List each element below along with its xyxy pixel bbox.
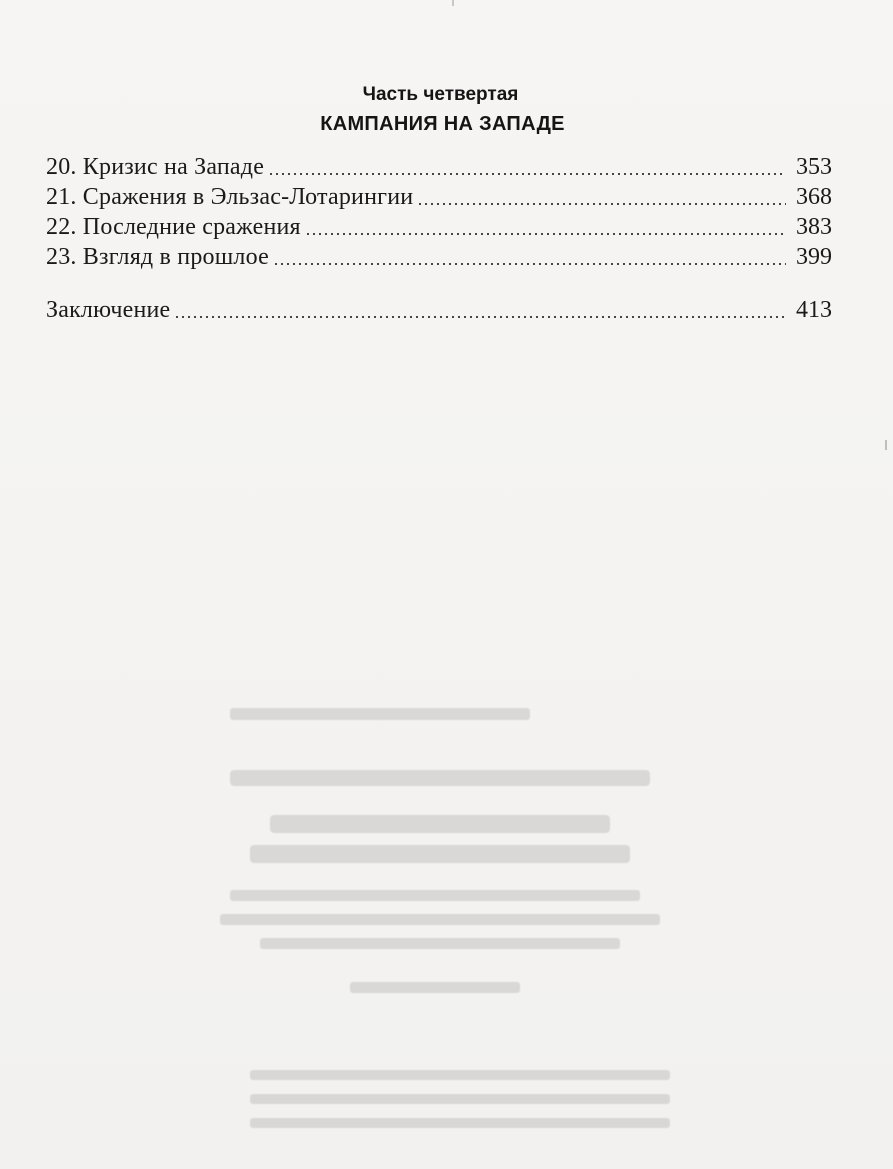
toc-page-number: 413	[796, 297, 832, 323]
toc-entry-21	[46, 182, 832, 212]
toc-page-number: 383	[796, 214, 832, 240]
table-of-contents	[46, 152, 832, 325]
toc-entry-label: 23. Взгляд в прошлое	[46, 244, 269, 270]
show-through-marks	[160, 690, 720, 1160]
toc-entry-conclusion	[46, 295, 832, 325]
part-title: КАМПАНИЯ НА ЗАПАДЕ	[320, 113, 565, 135]
toc-page-number: 399	[796, 244, 832, 270]
dot-leader	[305, 233, 786, 235]
toc-page-number: 353	[796, 154, 832, 180]
toc-entry-22	[46, 212, 832, 242]
toc-entry-label: 20. Кризис на Западе	[46, 154, 265, 180]
toc-page-number: 368	[796, 184, 832, 210]
dot-leader	[417, 203, 786, 205]
page-edge-mark	[885, 440, 887, 450]
toc-entry-23	[46, 242, 832, 272]
dot-leader	[174, 316, 786, 318]
toc-entry-label: Заключение	[46, 297, 171, 323]
page-mark	[452, 0, 454, 6]
toc-entry-20	[46, 152, 832, 182]
toc-entry-label: 22. Последние сражения	[46, 214, 301, 240]
show-through-shadow	[160, 690, 720, 1160]
dot-leader	[268, 173, 786, 175]
part-label: Часть четвертая	[362, 84, 519, 105]
toc-entry-label: 21. Сражения в Эльзас-Лотарингии	[46, 184, 414, 210]
dot-leader	[273, 263, 786, 265]
